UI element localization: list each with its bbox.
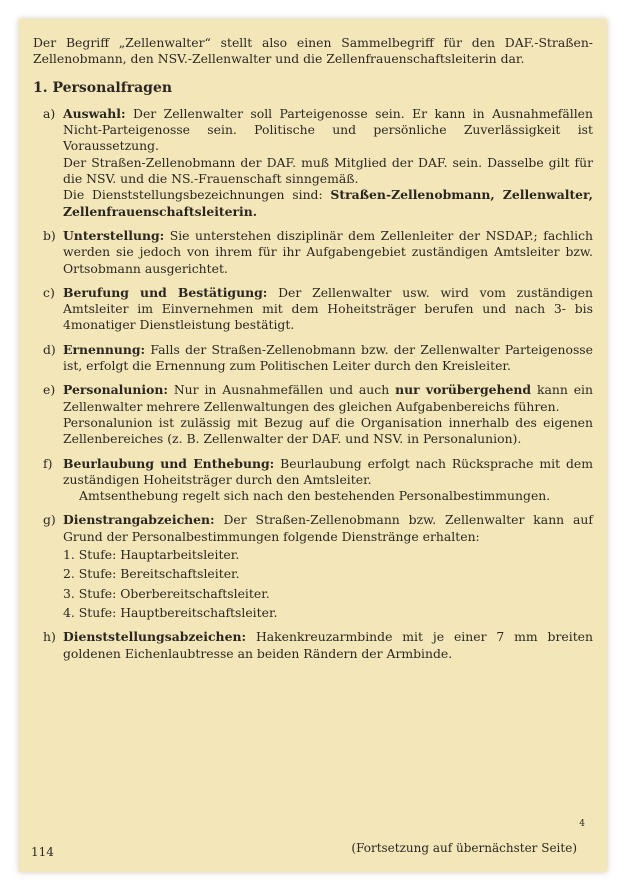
item-e [33,382,593,447]
item-d [33,342,593,375]
item-text: Falls der Straßen-Zellenobmann bzw. der Zellenwalter Parteigenosse ist, erfolgt die Ernennung zum Politischen Leiter durch den Kreisleiter. [63,341,593,374]
item-text: Sie unterstehen disziplinär dem Zellenleiter der NSDAP.; fachlich werden sie jedoch von ihrem für ihr Aufgabengebiet zuständigen Amtsleiter bzw. Ortsobmann ausgerichtet. [63,227,593,276]
item-text: kann ein Zellenwalter mehrere Zellenwaltungen des gleichen Aufgabenbereichs führen. [63,382,593,414]
item-b [33,228,593,277]
item-g [33,512,593,621]
item-marker: f) [43,455,53,471]
item-text: Beurlaubung erfolgt nach Rücksprache mit dem zuständigen Hoheitsträger durch den Amtsleiter. [63,455,593,487]
item-text-bold: nur vorübergehend [395,382,532,398]
item-marker: a) [43,105,56,121]
page-number: 114 [31,845,54,859]
item-text: Nur in Ausnahmefällen und auch [173,382,390,398]
item-title: Berufung und Bestätigung: [63,284,268,300]
item-title: Auswahl: [63,105,126,121]
rank-item: 2. Stufe: Bereitschaftsleiter. [63,566,240,582]
item-marker: c) [43,284,55,300]
item-text: Amtsenthebung regelt sich nach den bestehenden Personalbestimmungen. [79,488,551,504]
rank-item: 4. Stufe: Hauptbereitschaftsleiter. [63,604,278,620]
item-text: Der Zellenwalter soll Parteigenosse sein. Er kann in Ausnahmefällen Nicht-Parteigenosse sein. Politische und persönliche Zuverlässigkeit ist Voraussetzung. [63,105,593,154]
rank-list [63,547,593,621]
item-text: Personalunion ist zulässig mit Bezug auf die Organisation innerhalb des eigenen Zellenbereiches (z. B. Zellenwalter der DAF. und NSV. in Personalunion). [63,414,593,447]
item-text: Der Straßen-Zellenobmann der DAF. muß Mitglied der DAF. sein. Dasselbe gilt für die NSV. und die NS.-Frauenschaft sinngemäß. [63,154,593,187]
item-f [33,456,593,505]
page-content [33,35,593,670]
item-h [33,629,593,662]
section-title: 1. Personalfragen [33,79,173,96]
item-marker: h) [43,629,56,645]
item-c [33,285,593,334]
item-title: Personalunion: [63,382,168,398]
continuation-note: (Fortsetzung auf übernächster Seite) [351,841,577,855]
item-title: Dienstrangabzeichen: [63,512,215,528]
rank-item: 3. Stufe: Oberbereitschaftsleiter. [63,585,270,601]
rank-item: 1. Stufe: Hauptarbeitsleiter. [63,547,240,563]
item-text: Hakenkreuzarmbinde mit je einer 7 mm breiten goldenen Eichenlaubtresse an beiden Rändern der Armbinde. [63,629,593,661]
document-page [19,19,607,872]
item-text: Der Zellenwalter usw. wird vom zuständigen Amtsleiter im Einvernehmen mit dem Hoheitsträger berufen und nach 3- bis 4monatiger Dienstleistung bestätigt. [63,284,593,333]
item-title: Dienststellungsabzeichen: [63,629,247,645]
item-text-bold: Straßen-Zellenobmann, Zellenwalter, Zellenfrauenschaftsleiterin. [63,187,593,219]
item-marker: d) [43,341,56,357]
item-marker: g) [43,512,56,528]
item-marker: b) [43,227,56,243]
item-a [33,106,593,220]
item-text: Der Straßen-Zellenobmann bzw. Zellenwalter kann auf Grund der Personalbestimmungen folgende Dienstränge erhalten: [63,512,593,544]
footnote-mark: 4 [579,819,585,829]
item-title: Ernennung: [63,341,146,357]
item-title: Unterstellung: [63,227,165,243]
intro-paragraph: Der Begriff „Zellenwalter“ stellt also einen Sammelbegriff für den DAF.-Straßen-Zellenobmann, den NSV.-Zellenwalter und die Zellenfrauenschaftsleiterin dar. [33,35,593,67]
item-text: Die Dienststellungsbezeichnungen sind: [63,187,323,203]
item-marker: e) [43,382,56,398]
item-title: Beurlaubung und Enthebung: [63,455,275,471]
